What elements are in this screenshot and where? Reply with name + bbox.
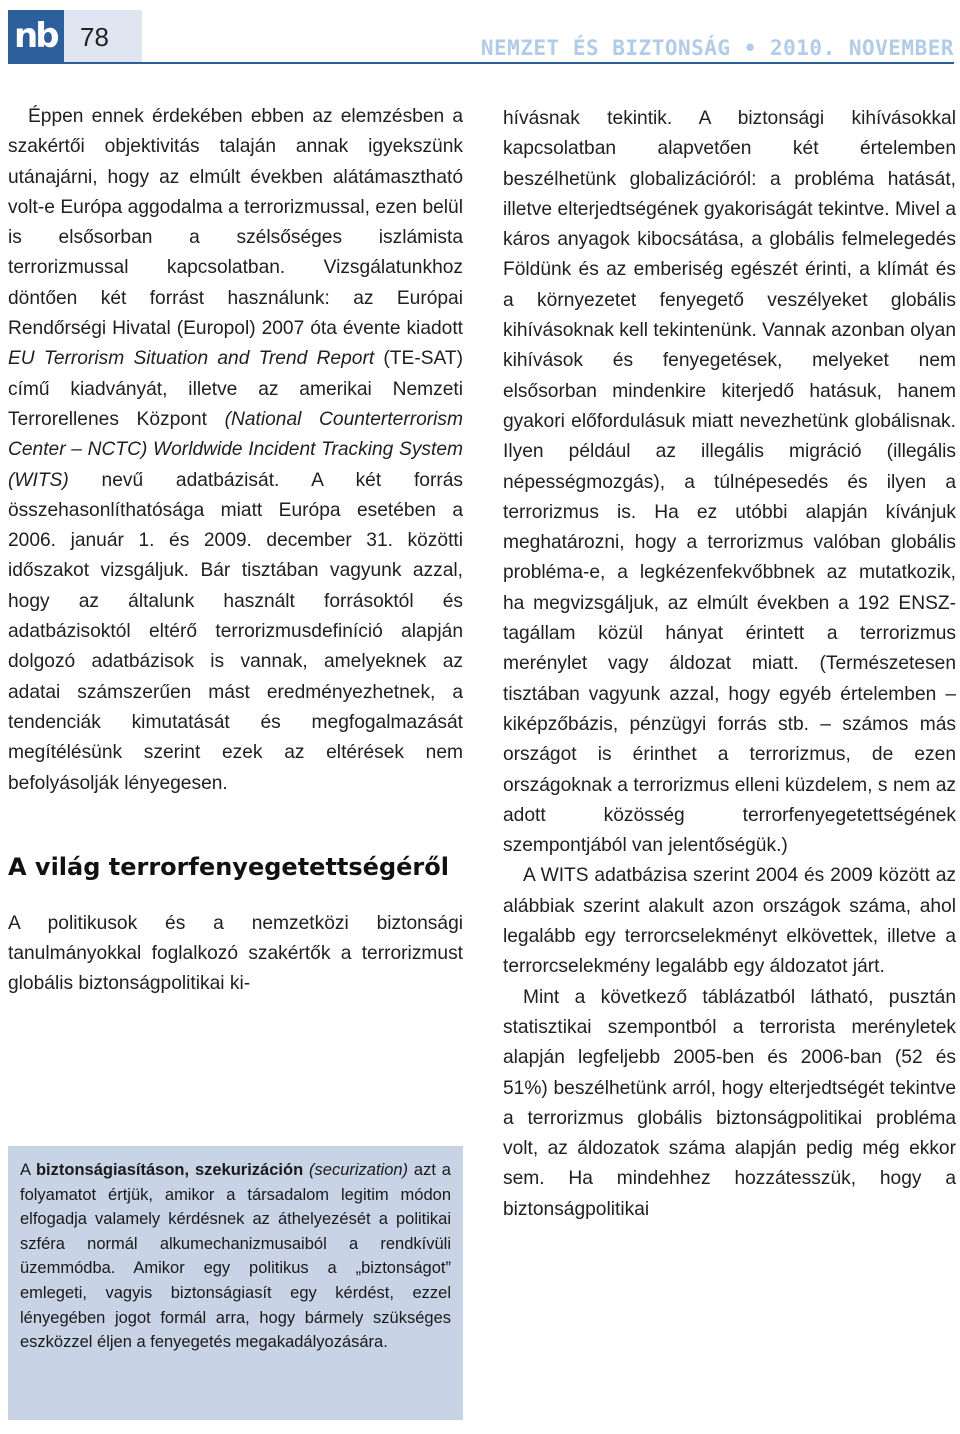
intro-text-2: (TE-SAT) című kiadványát, illetve az amerikai Nemzeti Terrorellenes Központ: [8, 348, 463, 430]
left-column: [8, 102, 463, 1000]
page-number: 78: [80, 22, 109, 52]
definition-term-english: (securization): [303, 1161, 409, 1179]
header-rule: [8, 62, 954, 64]
intro-text-3: nevű adatbázisát. A két forrás összehasonlíthatósága miatt Európa esetében a 2006. január 1. és 2009. december 31. közötti időszakot vizsgáljuk. Bár tisztában vagyunk azzal, hogy az általunk használt forrásoktól és adatbázisoktól eltérő terrorizmusdefiníció alapján dolgozó adatbázisok is vannak, amelyeknek az adatai számszerűen mást eredményezhetnek, a tendenciák kimutatását és megfogalmazását megítélésünk szerint ezek az eltérések nem befolyásolják lényegesen.: [8, 469, 463, 794]
page-number-box: [64, 10, 142, 62]
definition-text: [20, 1158, 451, 1355]
page-header: [0, 0, 960, 70]
journal-logo: [8, 10, 64, 62]
right-paragraph-2: A WITS adatbázisa szerint 2004 és 2009 között az alábbiak szerint alakult azon országok száma, ahol legalább egy terrorcselekményt elkövettek, illetve a terrorcselekmény legalább egy áldozatot járt.: [503, 865, 956, 978]
right-column: [503, 104, 956, 1225]
logo-text: nb: [14, 16, 57, 56]
intro-italic-2: (National Counterterrorism Center – NCTC) Worldwide Incident Tracking System (WITS): [8, 408, 464, 491]
journal-title: NEMZET ÉS BIZTONSÁG • 2010. NOVEMBER: [480, 36, 954, 60]
intro-italic-1: EU Terrorism Situation and Trend Report: [8, 348, 375, 370]
definition-box: [8, 1146, 463, 1420]
definition-term: biztonságiasításon, szekurizáción: [35, 1161, 304, 1179]
section-paragraph: A politikusok és a nemzetközi biztonsági tanulmányokkal foglalkozó szakértők a terrorizmust globális biztonságpolitikai ki-: [8, 912, 463, 995]
section-heading: A világ terrorfenyegetettségéről: [8, 852, 449, 881]
right-paragraph-1: hívásnak tekintik. A biztonsági kihívásokkal kapcsolatban alapvetően két értelemben beszélhetünk globalizációról: a probléma hatását, illetve elterjedtségének gyakoriságát tekintve. Mivel a káros anyagok kibocsátása, a globális felmelegedés Földünk és az emberiség egészét érinti, a klímát és a környezetet fenyegető veszélyeket globális kihívásoknak kell tekintenünk. Vannak azonban olyan kihívások és fenyegetések, melyeket nem elsősorban mindenkire kiterjedő hatásuk, hanem gyakori előfordulásuk miatt nevezhetünk globálisnak. Ilyen például az illegális migráció (illegális népességmozgás), a túlnépesedés és ilyen a terrorizmus is. Ha ez utóbbi alapján kívánjuk meghatározni, hogy a terrorizmus valóban globális probléma-e, a legkézenfekvőbbnek az mutatkozik, ha megvizsgáljuk, az elmúlt években a 192 ENSZ-tagállam közül hányat érintett a terrorizmus merénylet vagy áldozat miatt. (Természetesen tisztában vagyunk azzal, hogy egyéb értelemben – kiképzőbázis, pénzügyi forrás stb. – számos más országot is érinthet a terrorizmus, de ezen országoknak a terrorizmus elleni küzdelem, s nem az adott közösség terrorfenyegetettségének szempontjából van jelentőségük.): [503, 108, 956, 857]
right-paragraph-3: Mint a következő táblázatból látható, pusztán statisztikai szempontból a terrorista merényletek alapján legfeljebb 2005-ben és 2006-ban (52 és 51%) beszélhetünk arról, hogy elterjedtségét tekintve a terrorizmus globális biztonságpolitikai probléma volt, az áldozatok száma alapján pedig még ekkor sem. Ha mindehhez hozzátesszük, hogy a biztonságpolitikai: [503, 986, 956, 1220]
intro-paragraph: [8, 102, 463, 799]
definition-text-1: A: [20, 1161, 36, 1179]
definition-text-2: azt a folyamatot értjük, amikor a társadalom legitim módon elfogadja valamely kérdésnek az áthelyezését a politikai szféra normál alkumechanizmusaiból a rendkívüli üzemmódba. Amikor egy politikus a „biztonságot” emlegeti, vagyis biztonságiasít egy kérdést, ezzel lényegében jogot formál arra, hogy bármely szükséges eszközzel éljen a fenyegetés megakadályozására.: [20, 1161, 451, 1352]
intro-text-1: Éppen ennek érdekében ebben az elemzésben a szakértői objektivitás talaján annak igyekszünk utánajárni, hogy az elmúlt években alátámasztható volt-e Európa aggodalma a terrorizmussal, ezen belül is elsősorban a szélsőséges iszlámista terrorizmussal kapcsolatban. Vizsgálatunkhoz döntően két forrást használunk: az Európai Rendőrségi Hivatal (Europol) 2007 óta évente kiadott: [8, 106, 463, 340]
